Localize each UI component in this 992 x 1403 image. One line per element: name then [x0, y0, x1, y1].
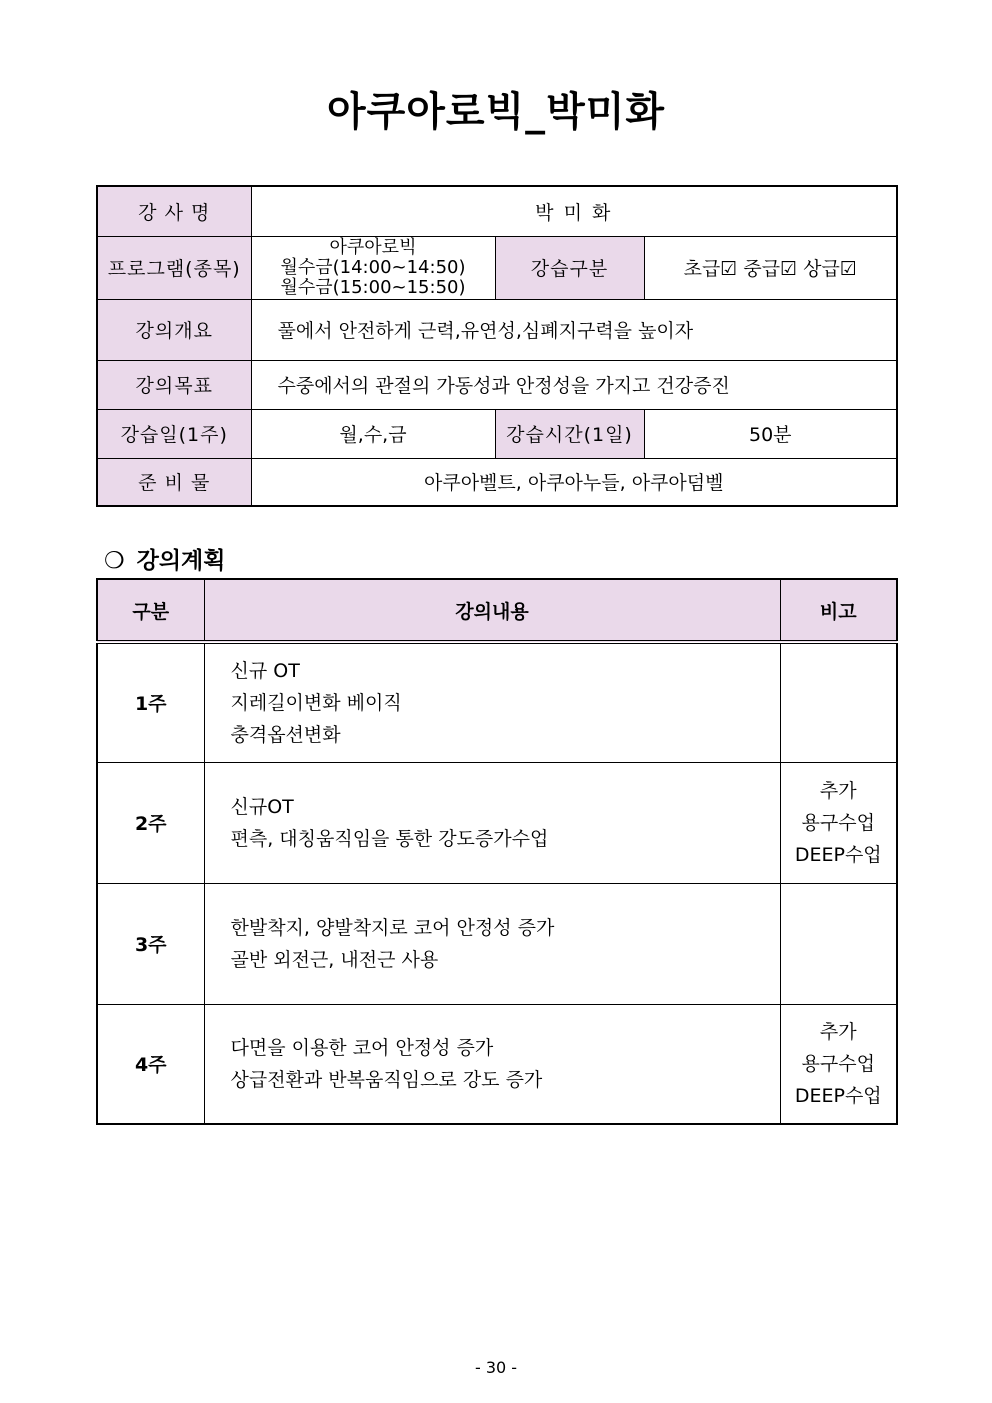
content-line: 편측, 대칭움직임을 통한 강도증가수업 — [230, 827, 549, 850]
header-week: 구분 — [97, 579, 204, 642]
content-line: 골반 외전근, 내전근 사용 — [230, 948, 439, 971]
note-line: DEEP수업 — [794, 843, 882, 866]
table-row — [97, 642, 897, 762]
level-label: 강습구분 — [495, 236, 644, 299]
content-line: 지레길이변화 베이직 — [230, 691, 402, 714]
supplies-value: 아쿠아벨트, 아쿠아누들, 아쿠아덤벨 — [251, 458, 897, 506]
program-line: 아쿠아로빅 — [329, 236, 417, 258]
header-content: 강의내용 — [204, 579, 780, 642]
circle-bullet-icon: ❍ — [104, 548, 125, 574]
days-value: 월,수,금 — [251, 409, 495, 458]
week-label: 1주 — [97, 642, 204, 762]
week-label: 3주 — [97, 883, 204, 1004]
week-content — [204, 762, 780, 883]
overview-value: 풀에서 안전하게 근력,유연성,심폐지구력을 높이자 — [251, 299, 897, 360]
week-content — [204, 1004, 780, 1124]
supplies-label: 준 비 물 — [97, 458, 251, 506]
program-line: 월수금(14:00~14:50) — [280, 256, 466, 278]
content-line: 충격옵션변화 — [230, 723, 341, 746]
page-number: - 30 - — [474, 1358, 518, 1377]
content-line: 한발착지, 양발착지로 코어 안정성 증가 — [230, 916, 555, 939]
week-content — [204, 883, 780, 1004]
note-line: 추가 — [819, 779, 857, 802]
program-value — [251, 236, 495, 299]
page-title: 아쿠아로빅_박미화 — [326, 89, 666, 135]
table-row — [97, 762, 897, 883]
program-line: 월수금(15:00~15:50) — [280, 276, 466, 298]
note-line: DEEP수업 — [794, 1084, 882, 1107]
week-content — [204, 642, 780, 762]
note-line: 용구수업 — [801, 1052, 875, 1075]
instructor-value: 박 미 화 — [251, 186, 897, 236]
note-line: 추가 — [819, 1020, 857, 1043]
content-line: 다면을 이용한 코어 안정성 증가 — [230, 1036, 494, 1059]
week-notes — [780, 762, 897, 883]
header-notes: 비고 — [780, 579, 897, 642]
instructor-label: 강 사 명 — [97, 186, 251, 236]
table-row — [97, 883, 897, 1004]
section-title: 강의계획 — [136, 548, 226, 574]
week-notes — [780, 883, 897, 1004]
week-notes — [780, 642, 897, 762]
content-line: 상급전환과 반복움직임으로 강도 증가 — [230, 1068, 543, 1091]
note-line: 용구수업 — [801, 811, 875, 834]
program-label: 프로그램(종목) — [97, 236, 251, 299]
days-label: 강습일(1주) — [97, 409, 251, 458]
content-line: 신규OT — [230, 795, 294, 818]
week-notes — [780, 1004, 897, 1124]
overview-label: 강의개요 — [97, 299, 251, 360]
info-table — [96, 185, 898, 507]
goal-label: 강의목표 — [97, 360, 251, 409]
goal-value: 수중에서의 관절의 가동성과 안정성을 가지고 건강증진 — [251, 360, 897, 409]
time-value: 50분 — [644, 409, 897, 458]
time-label: 강습시간(1일) — [495, 409, 644, 458]
plan-table — [96, 578, 898, 1125]
week-label: 2주 — [97, 762, 204, 883]
section-heading — [104, 542, 226, 575]
table-row — [97, 1004, 897, 1124]
level-value: 초급☑ 중급☑ 상급☑ — [644, 236, 897, 299]
content-line: 신규 OT — [230, 659, 300, 682]
week-label: 4주 — [97, 1004, 204, 1124]
